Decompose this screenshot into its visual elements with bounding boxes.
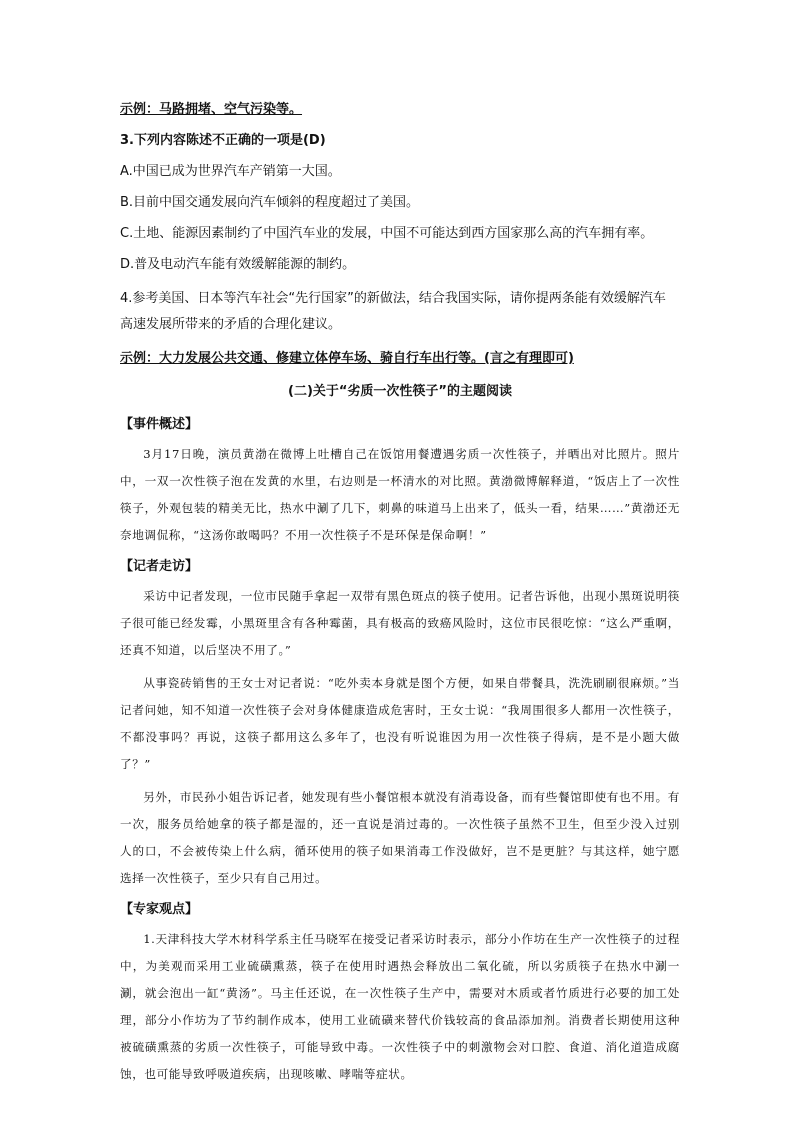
option-d: D.普及电动汽车能有效缓解能源的制约。 — [120, 257, 356, 272]
question-3: 3.下列内容陈述不正确的一项是(D) — [120, 133, 326, 148]
heading-event-overview: 【事件概述】 — [120, 417, 199, 432]
answer-example-1: 示例：马路拥堵、空气污染等。 — [120, 102, 303, 117]
reporter-paragraph-2: 从事瓷砖销售的王女士对记者说：“吃外卖本身就是图个方便，如果自带餐具，洗洗刷刷很麻烦。”当记者问她，知不知道一次性筷子会对身体健康造成危害时，王女士说：“我周围很多人都用一次性筷子，不都没事吗？再说，这筷子都用这么多年了，也没有听说谁因为用一次性筷子得病，是不是小题大做了？” — [120, 676, 680, 771]
section-title: (二)关于“劣质一次性筷子”的主题阅读 — [288, 384, 512, 399]
event-paragraph: 3月17日晚，演员黄渤在微博上吐槽自己在饭馆用餐遭遇劣质一次性筷子，并晒出对比照片。照片中，一双一次性筷子泡在发黄的水里，右边则是一杯清水的对比照。黄渤微博解释道，“饭店上了一次性筷子，外观包装的精美无比，热水中涮了几下，刺鼻的味道马上出来了，低头一看，结果……”黄渤还无奈地调侃称，“这汤你敢喝吗？不用一次性筷子不是环保是保命啊！” — [120, 447, 680, 542]
heading-expert-view: 【专家观点】 — [120, 902, 199, 917]
expert-paragraph-1: 1.天津科技大学木材科学系主任马晓军在接受记者采访时表示，部分小作坊在生产一次性筷子的过程中，为美观而采用工业硫磺熏蒸，筷子在使用时遇热会释放出二氧化硫，所以劣质筷子在热水中涮一涮，就会泡出一缸“黄汤”。马主任还说，在一次性筷子生产中，需要对木质或者竹质进行必要的加工处理，部分小作坊为了节约制作成本，使用工业硫磺来替代价钱较高的食品添加剂。消费者长期使用这种被硫磺熏蒸的劣质一次性筷子，可能导致中毒。一次性筷子中的刺激物会对口腔、食道、消化道造成腐蚀，也可能导致呼吸道疾病，出现咳嗽、哮喘等症状。 — [120, 932, 680, 1081]
option-c: C.土地、能源因素制约了中国汽车业的发展，中国不可能达到西方国家那么高的汽车拥有率。 — [120, 226, 654, 241]
question-4-line-2: 高速发展所带来的矛盾的合理化建议。 — [120, 317, 342, 332]
question-4-line-1: 4.参考美国、日本等汽车社会“先行国家”的新做法，结合我国实际，请你提两条能有效缓解汽车 — [120, 291, 666, 306]
reporter-paragraph-3: 另外，市民孙小姐告诉记者，她发现有些小餐馆根本就没有消毒设备，而有些餐馆即使有也不用。有一次，服务员给她拿的筷子都是湿的，还一直说是消过毒的。一次性筷子虽然不卫生，但至少没入过别人的口，不会被传染上什么病，循环使用的筷子如果消毒工作没做好，岂不是更脏？与其这样，她宁愿选择一次性筷子，至少只有自己用过。 — [120, 790, 680, 885]
option-a: A.中国已成为世界汽车产销第一大国。 — [120, 164, 341, 179]
reporter-paragraph-1: 采访中记者发现，一位市民随手拿起一双带有黑色斑点的筷子使用。记者告诉他，出现小黑斑说明筷子很可能已经发霉，小黑斑里含有各种霉菌，具有极高的致癌风险时，这位市民很吃惊：“这么严重啊，还真不知道，以后坚决不用了。” — [120, 589, 680, 657]
option-b: B.目前中国交通发展向汽车倾斜的程度超过了美国。 — [120, 195, 420, 210]
heading-reporter-visit: 【记者走访】 — [120, 559, 199, 574]
page-content — [120, 100, 680, 1088]
answer-example-2: 示例：大力发展公共交通、修建立体停车场、骑自行车出行等。(言之有理即可) — [120, 351, 574, 366]
